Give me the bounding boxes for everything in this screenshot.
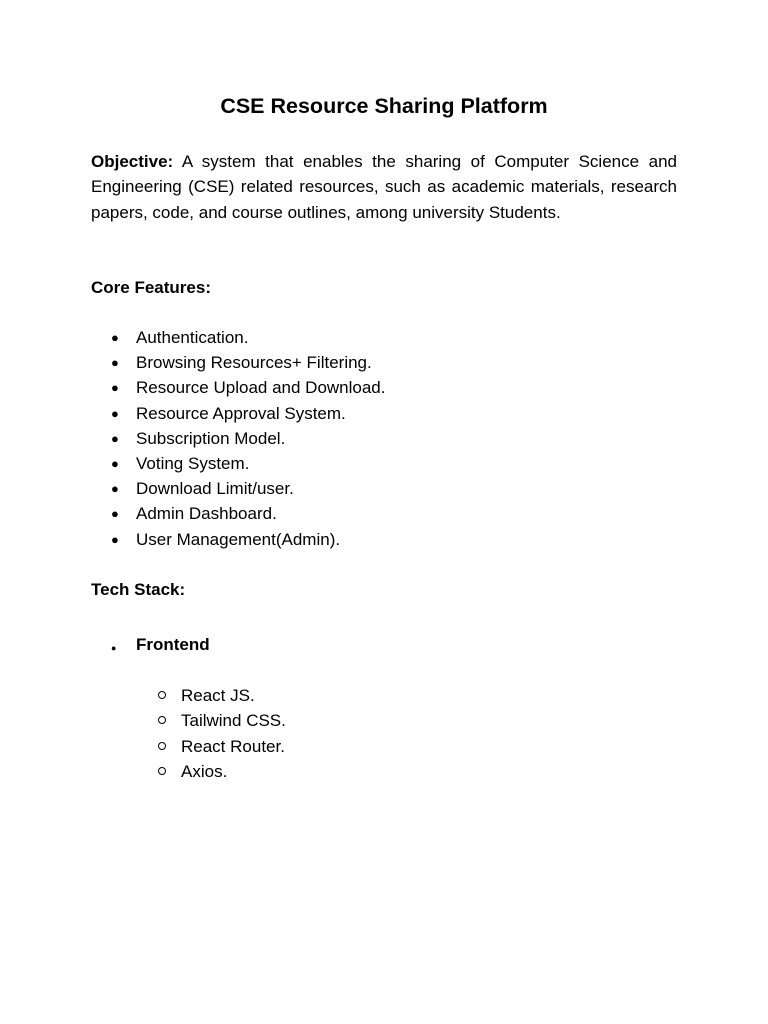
- list-item: [91, 375, 386, 400]
- list-item-label: Subscription Model.: [136, 428, 286, 448]
- hollow-bullet-icon: [158, 716, 166, 724]
- list-item: [91, 451, 386, 476]
- list-item-label: Axios.: [181, 761, 228, 781]
- objective-text: A system that enables the sharing of Computer Science and Engineering (CSE) related resources, such as academic materials, research papers, code, and course outlines, among university Students.: [91, 152, 677, 222]
- list-item: [136, 708, 286, 733]
- list-item: [91, 426, 386, 451]
- bullet-icon: ●: [111, 481, 119, 497]
- frontend-label: Frontend: [136, 635, 210, 654]
- bullet-icon: ●: [111, 430, 119, 446]
- bullet-icon: ●: [111, 405, 119, 421]
- list-item: [136, 734, 286, 759]
- list-item-label: Resource Approval System.: [136, 403, 346, 423]
- list-item-label: Admin Dashboard.: [136, 504, 277, 524]
- list-item-label: Resource Upload and Download.: [136, 378, 386, 398]
- bullet-icon: ●: [111, 643, 117, 653]
- core-features-list: [91, 325, 386, 552]
- tech-stack-heading: Tech Stack:: [91, 580, 186, 599]
- list-item: [91, 476, 386, 501]
- list-item-label: React JS.: [181, 686, 255, 705]
- list-item: [91, 325, 386, 350]
- list-item-frontend: [91, 632, 210, 657]
- frontend-sublist: [136, 683, 286, 784]
- list-item: [91, 527, 386, 552]
- bullet-icon: ●: [111, 355, 119, 371]
- list-item-label: Voting System.: [136, 454, 250, 474]
- list-item: [136, 683, 286, 708]
- list-item: [136, 759, 286, 784]
- list-item-label: Download Limit/user.: [136, 479, 294, 499]
- list-item: [91, 401, 386, 426]
- list-item-label: Browsing Resources+ Filtering.: [136, 353, 372, 373]
- tech-stack-list: [91, 632, 210, 657]
- list-item: [91, 501, 386, 526]
- bullet-icon: ●: [111, 456, 119, 472]
- objective-paragraph: [91, 149, 677, 225]
- list-item-label: React Router.: [181, 736, 285, 756]
- list-item-label: User Management(Admin).: [136, 529, 341, 549]
- bullet-icon: ●: [111, 380, 119, 396]
- hollow-bullet-icon: [158, 742, 166, 750]
- core-features-heading: Core Features:: [91, 278, 211, 297]
- hollow-bullet-icon: [158, 691, 166, 699]
- bullet-icon: ●: [111, 330, 119, 345]
- list-item-label: Tailwind CSS.: [181, 711, 286, 731]
- list-item-label: Authentication.: [136, 328, 249, 347]
- bullet-icon: ●: [111, 531, 119, 547]
- hollow-bullet-icon: [158, 767, 166, 775]
- list-item: [91, 350, 386, 375]
- objective-label: Objective:: [91, 152, 174, 171]
- bullet-icon: ●: [111, 506, 119, 522]
- document-title: CSE Resource Sharing Platform: [220, 94, 548, 118]
